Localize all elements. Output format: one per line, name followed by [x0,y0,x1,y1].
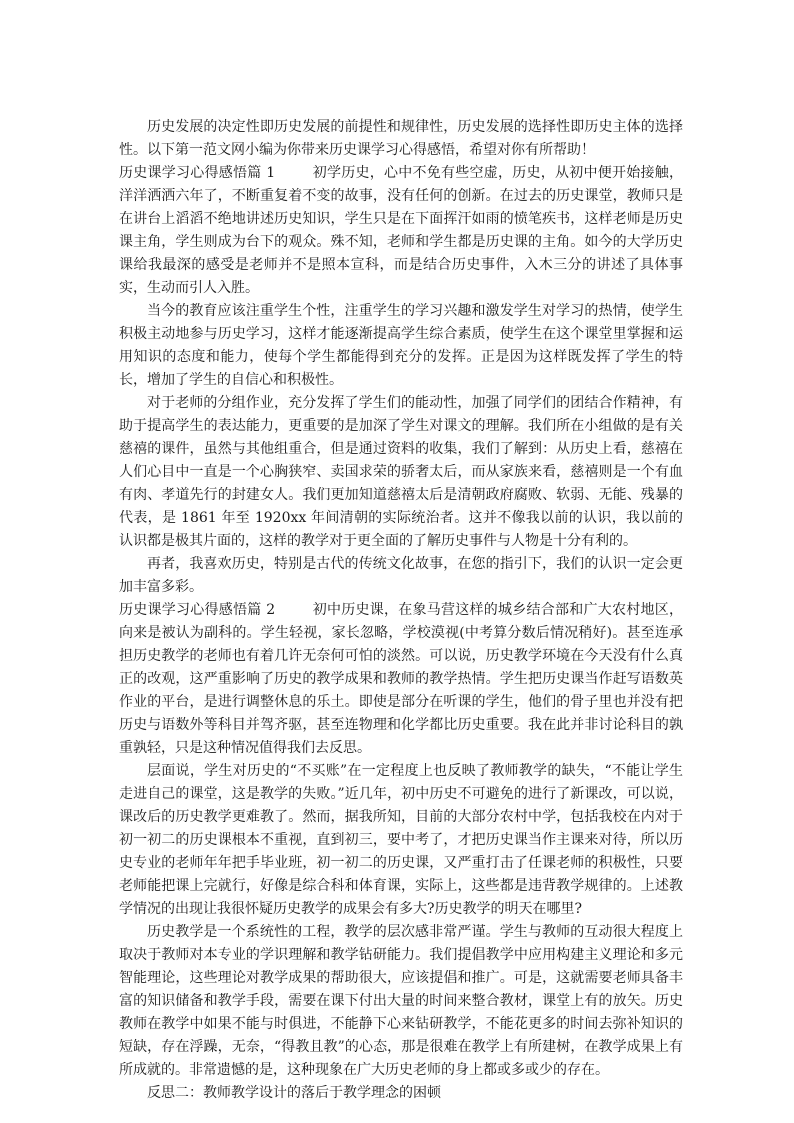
document-body [119,116,683,1105]
paragraph-reflection-heading: 反思二：教师教学设计的落后于教学理念的困顿 [147,1085,441,1101]
paragraph-section-1: 历史课学习心得感悟篇 1 初学历史，心中不免有些空虚，历史，从初中便开始接触，洋洋洒洒六年了，不断重复着不变的故事，没有任何的创新。在过去的历史课堂，教师只是在讲台上滔滔不绝地讲述历史知识，学生只是在下面挥汗如雨的愤笔疾书，这样老师是历史课主角，学生则成为台下的观众。殊不知，老师和学生都是历史课的主角。如今的大学历史课给我最深的感受是老师并不是照本宣科，而是结合历史事件，入木三分的讲述了具体事实，生动而引人入胜。 [119,165,683,296]
paragraph: 再者，我喜欢历史，特别是古代的传统文化故事，在您的指引下，我们的认识一定会更加丰富多彩。 [119,556,683,595]
paragraph-intro: 历史发展的决定性即历史发展的前提性和规律性，历史发展的选择性即历史主体的选择性。以下第一范文网小编为你带来历史课学习心得感悟，希望对你有所帮助！ [119,119,683,158]
paragraph-section-2: 历史课学习心得感悟篇 2 初中历史课，在象马营这样的城乡结合部和广大农村地区，向来是被认为副科的。学生轻视，家长忽略，学校漠视(中考算分数后情况稍好)。甚至连承担历史教学的老师也有着几许无奈何可怕的淡然。可以说，历史教学环境在今天没有什么真正的改观，这严重影响了历史的教学成果和教师的教学热情。学生把历史课当作赶写语数英作业的平台，是进行调整休息的乐土。即使是部分在听课的学生，他们的骨子里也并没有把历史与语数外等科目并驾齐驱，甚至连物理和化学都比历史重要。我在此并非讨论科目的孰重孰轻，只是这种情况值得我们去反思。 [119,602,683,756]
paragraph: 层面说，学生对历史的“不买账”在一定程度上也反映了教师教学的缺失，“不能让学生走进自己的课堂，这是教学的失败。”近几年，初中历史不可避免的进行了新课改，可以说，课改后的历史教学更难教了。然而，据我所知，目前的大部分农村中学，包括我校在内对于初一初二的历史课根本不重视，直到初三，要中考了，才把历史课当作主课来对待，所以历史专业的老师年年把手毕业班，初一初二的历史课，又严重打击了任课老师的积极性，只要老师能把课上完就行，好像是综合科和体育课，实际上，这些都是违背教学规律的。上述教学情况的出现让我很怀疑历史教学的成果会有多大?历史教学的明天在哪里? [119,763,683,917]
paragraph: 当今的教育应该注重学生个性，注重学生的学习兴趣和激发学生对学习的热情，使学生积极主动地参与历史学习，这样才能逐渐提高学生综合素质，使学生在这个课堂里掌握和运用知识的态度和能力，使每个学生都能得到充分的发挥。正是因为这样既发挥了学生的特长，增加了学生的自信心和积极性。 [119,303,683,388]
paragraph: 对于老师的分组作业，充分发挥了学生们的能动性，加强了同学们的团结合作精神，有助于提高学生的表达能力，更重要的是加深了学生对课文的理解。我们所在小组做的是有关慈禧的课件，虽然与其他组重合，但是通过资料的收集，我们了解到：从历史上看，慈禧在人们心目中一直是一个心胸狭窄、卖国求荣的骄奢太后，而从家族来看，慈禧则是一个有血有肉、孝道先行的封建女人。我们更加知道慈禧太后是清朝政府腐败、软弱、无能、残暴的代表，是 1861 年至 1920xx 年间清朝的实际统治者。这并不像我以前的认识，我以前的认识都是极其片面的，这样的教学对于更全面的了解历史事件与人物是十分有利的。 [119,395,683,549]
paragraph: 历史教学是一个系统性的工程，教学的层次感非常严谨。学生与教师的互动很大程度上取决于教师对本专业的学识理解和教学钻研能力。我们提倡教学中应用构建主义理论和多元智能理论，这些理论对教学成果的帮助很大，应该提倡和推广。可是，这就需要老师具备丰富的知识储备和教学手段，需要在课下付出大量的时间来整合教材，课堂上有的放矢。历史教师在教学中如果不能与时俱进，不能静下心来钻研教学，不能花更多的时间去弥补知识的短缺，存在浮躁，无奈，“得教且教”的心态，那是很难在教学上有所建树，在教学成果上有所成就的。非常遗憾的是，这种现象在广大历史老师的身上都或多或少的存在。 [119,924,683,1078]
